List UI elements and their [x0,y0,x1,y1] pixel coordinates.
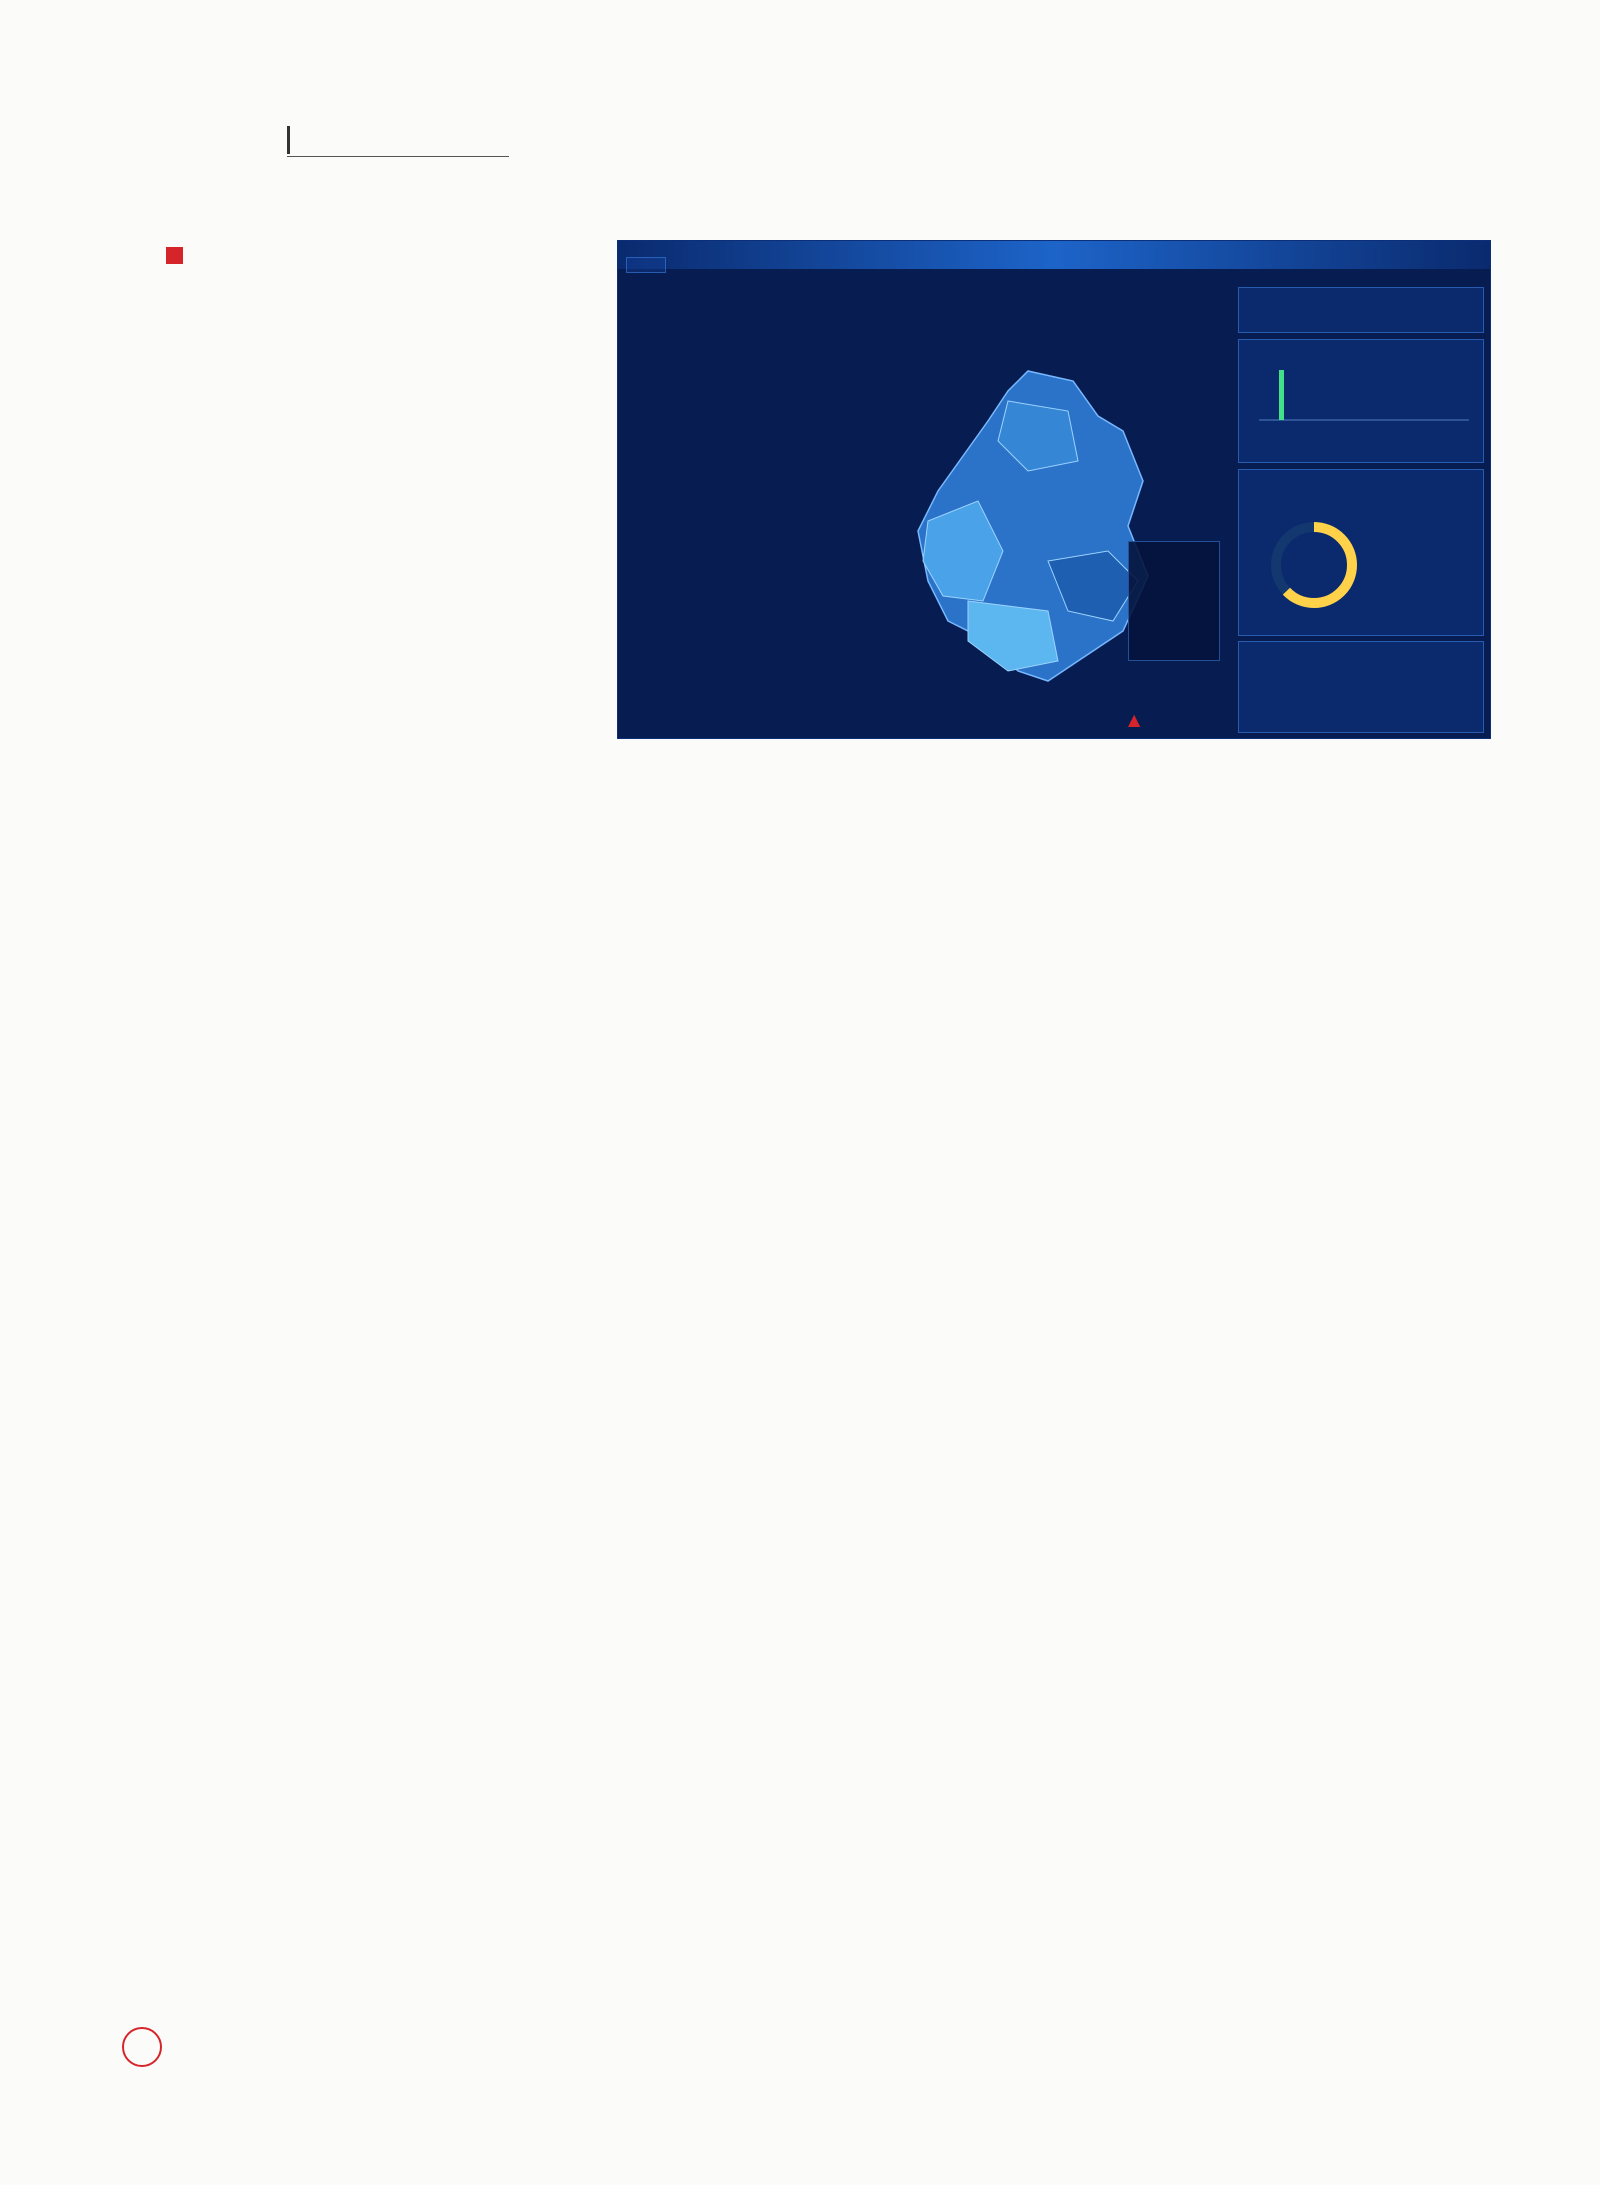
dashboard-title-bar [618,241,1490,269]
column-2 [617,1030,1035,1068]
map-popup [1128,541,1220,661]
quick-case-chart [1239,340,1479,440]
panel-title [1239,288,1483,292]
caption-triangle-icon: ▲ [1128,710,1141,729]
author-marker [166,247,183,264]
online-case-panel [1238,469,1484,636]
page-number [122,2027,162,2067]
figure-caption [1128,706,1144,730]
dashboard-screenshot [617,240,1491,739]
region-wenzhou [968,601,1058,671]
back-button [626,257,666,273]
online-service-panel [1238,641,1484,733]
author-line [190,238,234,269]
donut-chart [1259,510,1369,620]
header-divider [287,126,290,154]
column-1 [166,324,580,374]
zhejiang-map [908,361,1158,691]
left-panel-column [628,287,878,727]
top-stats-grid [898,275,1218,350]
quick-case-panel [1238,339,1484,463]
command-panel [1238,287,1484,333]
bottom-stats [918,666,1208,734]
header-rule [287,156,509,157]
popup-city [1129,542,1219,548]
